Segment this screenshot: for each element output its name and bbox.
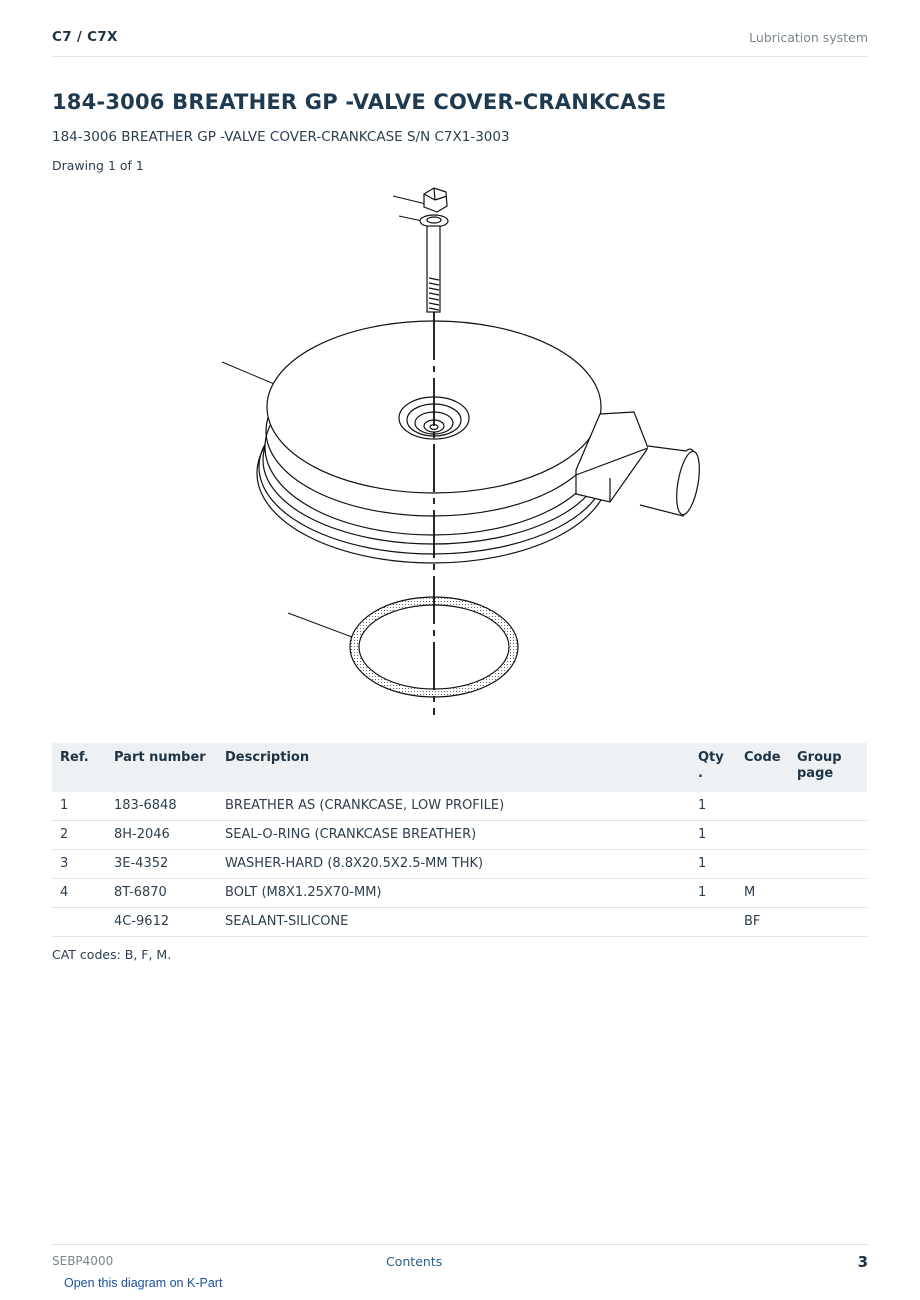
cell-qty: 1 bbox=[690, 792, 736, 821]
page-footer bbox=[52, 1244, 868, 1275]
cell-part-number: 4C-9612 bbox=[106, 908, 217, 937]
header-qty-line2: . bbox=[698, 766, 703, 781]
breather-illustration bbox=[257, 321, 703, 563]
cell-part-number: 8H-2046 bbox=[106, 821, 217, 850]
cell-qty bbox=[690, 908, 736, 937]
document-number: SEBP4000 bbox=[52, 1254, 114, 1268]
cell-qty: 1 bbox=[690, 879, 736, 908]
model-label: C7 / C7X bbox=[52, 29, 118, 45]
header-qty-line1: Qty bbox=[698, 750, 724, 765]
cell-part-number: 183-6848 bbox=[106, 792, 217, 821]
drawing-count: Drawing 1 of 1 bbox=[52, 158, 144, 173]
cell-description: BOLT (M8X1.25X70-MM) bbox=[217, 879, 690, 908]
cell-ref: 3 bbox=[52, 850, 106, 879]
page-number: 3 bbox=[857, 1253, 868, 1271]
cell-part-number: 3E-4352 bbox=[106, 850, 217, 879]
cell-qty: 1 bbox=[690, 821, 736, 850]
leader-line-washer bbox=[399, 216, 422, 221]
cell-description: WASHER-HARD (8.8X20.5X2.5-MM THK) bbox=[217, 850, 690, 879]
cell-code: M bbox=[736, 879, 789, 908]
leader-line-breather bbox=[222, 362, 279, 386]
header-qty bbox=[690, 743, 736, 792]
cell-group-page bbox=[789, 879, 867, 908]
leader-line-bolt bbox=[393, 196, 426, 204]
cell-qty: 1 bbox=[690, 850, 736, 879]
cell-ref: 1 bbox=[52, 792, 106, 821]
table-row bbox=[52, 821, 867, 850]
header-part-number: Part number bbox=[106, 743, 217, 792]
cat-codes-note: CAT codes: B, F, M. bbox=[52, 947, 172, 962]
page-subtitle: 184-3006 BREATHER GP -VALVE COVER-CRANKCASE S/N C7X1-3003 bbox=[52, 129, 510, 145]
cell-code: BF bbox=[736, 908, 789, 937]
cell-group-page bbox=[789, 821, 867, 850]
cell-group-page bbox=[789, 908, 867, 937]
header-group-page bbox=[789, 743, 867, 792]
table-row bbox=[52, 879, 867, 908]
cell-code bbox=[736, 850, 789, 879]
header-code: Code bbox=[736, 743, 789, 792]
cell-description: SEAL-O-RING (CRANKCASE BREATHER) bbox=[217, 821, 690, 850]
parts-diagram[interactable] bbox=[200, 180, 720, 725]
table-row bbox=[52, 850, 867, 879]
table-header-row bbox=[52, 743, 867, 792]
cell-ref: 2 bbox=[52, 821, 106, 850]
bolt-illustration bbox=[420, 188, 448, 312]
cell-description: BREATHER AS (CRANKCASE, LOW PROFILE) bbox=[217, 792, 690, 821]
header-group-line1: Group bbox=[797, 750, 842, 765]
cell-description: SEALANT-SILICONE bbox=[217, 908, 690, 937]
parts-table bbox=[52, 743, 867, 937]
table-row bbox=[52, 908, 867, 937]
open-kpart-link[interactable]: Open this diagram on K-Part bbox=[64, 1276, 223, 1290]
cell-group-page bbox=[789, 850, 867, 879]
cell-group-page bbox=[789, 792, 867, 821]
cell-part-number: 8T-6870 bbox=[106, 879, 217, 908]
contents-link[interactable]: Contents bbox=[386, 1254, 443, 1269]
cell-ref: 4 bbox=[52, 879, 106, 908]
section-label: Lubrication system bbox=[749, 30, 868, 45]
header-group-line2: page bbox=[797, 766, 834, 781]
page-header bbox=[52, 28, 868, 57]
cell-ref bbox=[52, 908, 106, 937]
table-row bbox=[52, 792, 867, 821]
cell-code bbox=[736, 821, 789, 850]
page-title: 184-3006 BREATHER GP -VALVE COVER-CRANKCASE bbox=[52, 90, 667, 114]
header-description: Description bbox=[217, 743, 690, 792]
cell-code bbox=[736, 792, 789, 821]
leader-line-o-ring bbox=[288, 613, 352, 637]
header-ref: Ref. bbox=[52, 743, 106, 792]
